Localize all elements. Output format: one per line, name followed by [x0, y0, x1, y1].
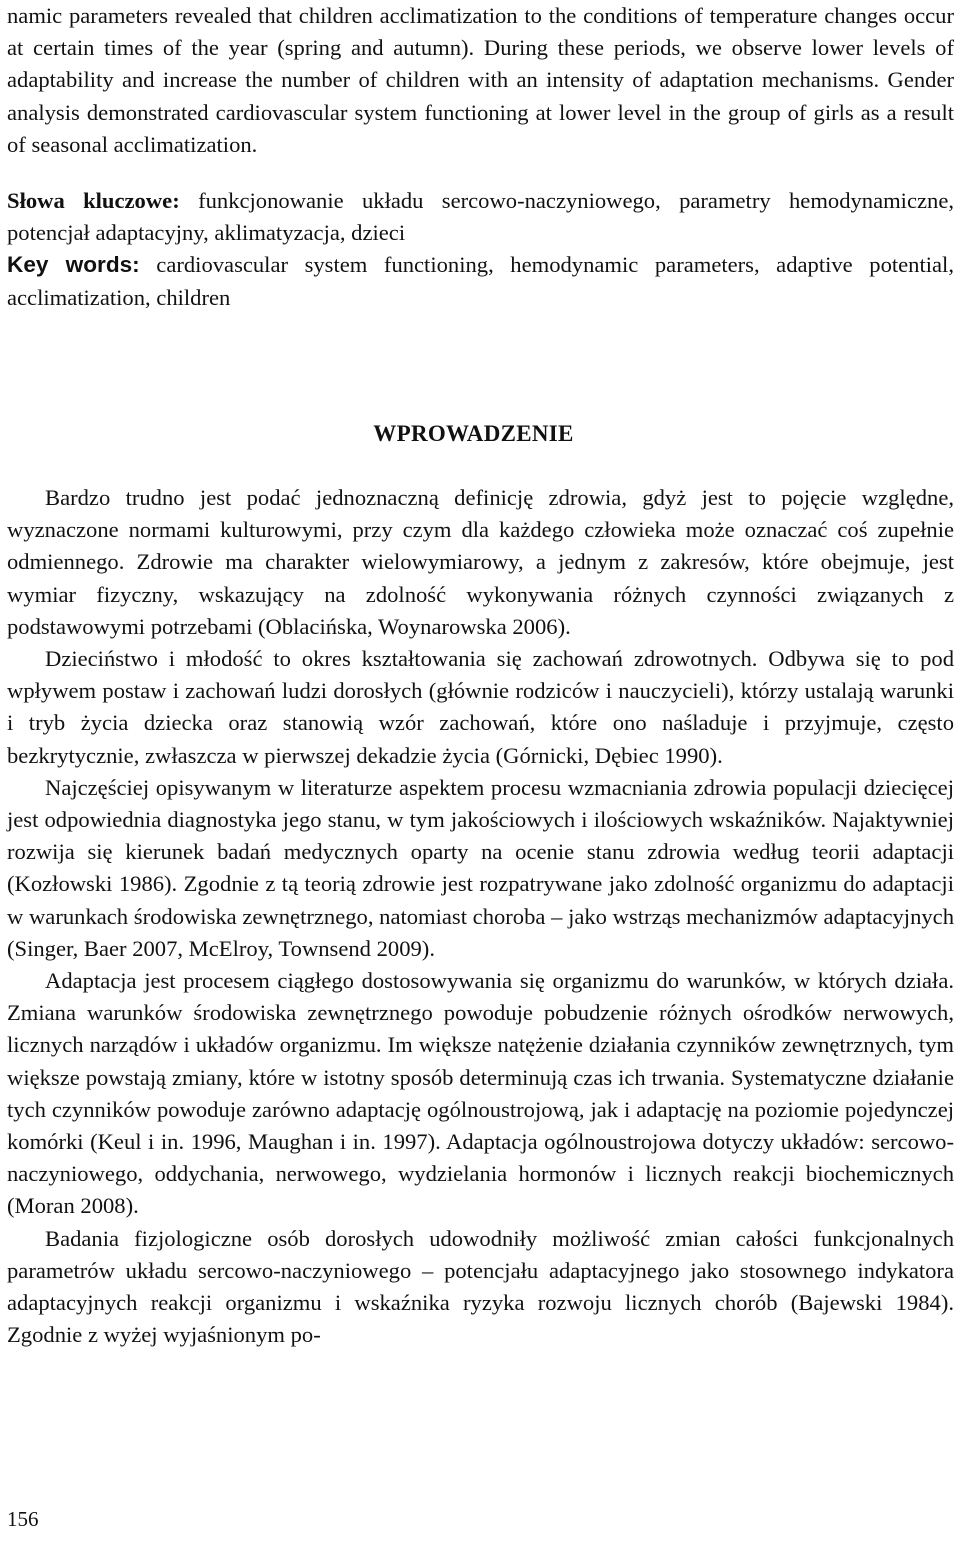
keywords-english-text: cardiovascular system functioning, hemodynamic parameters, adaptive potential, acclimatization, children	[7, 252, 954, 310]
keywords-polish-label: Słowa kluczowe:	[7, 188, 180, 214]
body-text	[7, 482, 954, 1351]
page	[7, 0, 954, 314]
abstract-tail: namic parameters revealed that children acclimatization to the conditions of temperature changes occur at certain times of the year (spring and autumn). During these periods, we observe lower levels of adaptability and increase the number of children with an intensity of adaptation mechanisms. Gender analysis demonstrated cardiovascular system functioning at lower level in the group of girls as a result of seasonal acclimatization.	[7, 3, 954, 157]
section-heading: WPROWADZENIE	[373, 421, 574, 446]
keywords-english-label: Key words:	[7, 252, 140, 278]
keywords-block	[7, 185, 954, 314]
body-paragraph: Dzieciństwo i młodość to okres kształtowania się zachowań zdrowotnych. Odbywa się to pod wpływem postaw i zachowań ludzi dorosłych (głównie rodziców i nauczycieli), którzy ustalają warunki i tryb życia dziecka oraz stanowią wzór zachowań, które ono naśladuje i przyjmuje, często bezkrytycznie, zwłaszcza w pierwszej dekadzie życia (Górnicki, Dębiec 1990).	[7, 646, 954, 768]
body-paragraph: Badania fizjologiczne osób dorosłych udowodniły możliwość zmian całości funkcjonalnych parametrów układu sercowo-naczyniowego – potencjału adaptacyjnego jako stosownego indykatora adaptacyjnych reakcji organizmu i wskaźnika ryzyka rozwoju licznych chorób (Bajewski 1984). Zgodnie z wyżej wyjaśnionym po-	[7, 1225, 954, 1348]
body-paragraph: Adaptacja jest procesem ciągłego dostosowywania się organizmu do warunków, w których działa. Zmiana warunków środowiska zewnętrznego powoduje pobudzenie różnych ośrodków nerwowych, licznych narządów i układów organizmu. Im większe natężenie działania czynników zewnętrznych, tym większe powstają zmiany, które w istotny sposób determinują czas ich trwania. Systematyczne działanie tych czynników powoduje zarówno adaptację ogólnoustrojową, jak i adaptację na poziomie pojedynczej komórki (Keul i in. 1996, Maughan i in. 1997). Adaptacja ogólnoustrojowa dotyczy układów: sercowo-naczyniowego, oddychania, nerwowego, wydzielania hormonów i licznych reakcji biochemicznych (Moran 2008).	[7, 968, 954, 1219]
keywords-english	[7, 249, 954, 313]
body-paragraph: Najczęściej opisywanym w literaturze aspektem procesu wzmacniania zdrowia populacji dziecięcej jest odpowiednia diagnostyka jego stanu, w tym jakościowych i ilościowych wskaźników. Najaktywniej rozwija się kierunek badań medycznych oparty na ocenie stanu zdrowia według teorii adaptacji (Kozłowski 1986). Zgodnie z tą teorią zdrowie jest rozpatrywane jako zdolność organizmu do adaptacji w warunkach środowiska zewnętrznego, natomiast choroba – jako wstrząs mechanizmów adaptacyjnych (Singer, Baer 2007, McElroy, Townsend 2009).	[7, 774, 954, 961]
body-paragraph: Bardzo trudno jest podać jednoznaczną definicję zdrowia, gdyż jest to pojęcie względne, wyznaczone normami kulturowymi, przy czym dla każdego człowieka może oznaczać coś zupełnie odmiennego. Zdrowie ma charakter wielowymiarowy, a jednym z zakresów, które obejmuje, jest wymiar fizyczny, wskazujący na zdolność wykonywania różnych czynności związanych z podstawowymi potrzebami (Oblacińska, Woynarowska 2006).	[7, 485, 954, 639]
keywords-polish-text: funkcjonowanie układu sercowo-naczyniowego, parametry hemodynamiczne, potencjał adaptacyjny, aklimatyzacja, dzieci	[7, 188, 954, 246]
keywords-polish	[7, 185, 954, 249]
page-number: 156	[7, 1507, 39, 1531]
